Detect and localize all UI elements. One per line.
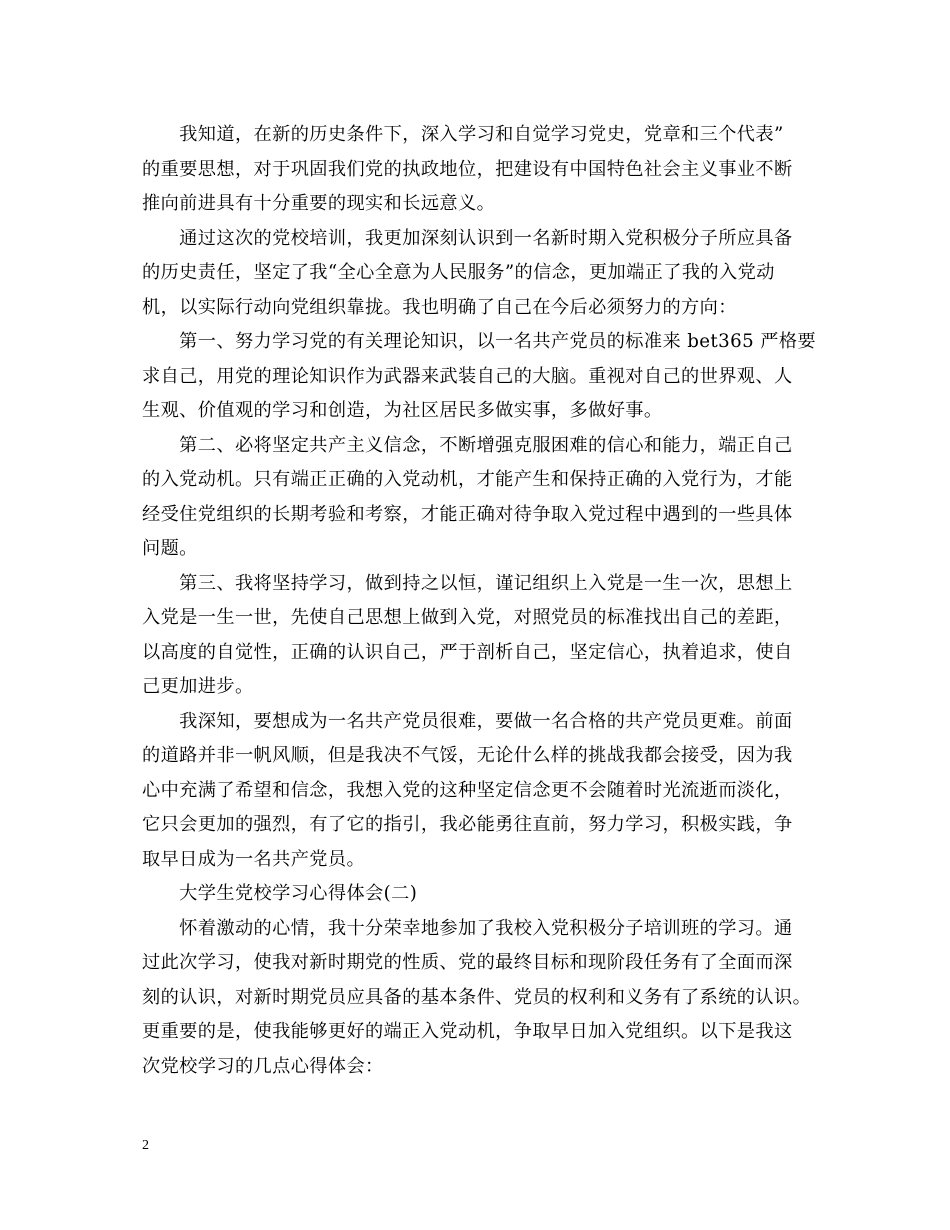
page-number: 2	[142, 1138, 149, 1153]
text-line: 第一、努力学习党的有关理论知识，以一名共产党员的标准来 bet365 严格要	[142, 331, 816, 352]
text-line: 机，以实际行动向党组织靠拢。我也明确了自己在今后必须努力的方向：	[142, 296, 737, 318]
text-line: 第二、必将坚定共产主义信念，不断增强克服困难的信心和能力，端正自己	[142, 434, 793, 456]
text-line: 的入党动机。只有端正正确的入党动机，才能产生和保持正确的入党行为，才能	[142, 469, 793, 490]
paragraph	[142, 118, 810, 222]
text-line: 经受住党组织的长期考验和考察，才能正确对待争取入党过程中遇到的一些具体	[142, 503, 793, 525]
text-line: 的重要思想，对于巩固我们党的执政地位，把建设有中国特色社会主义事业不断	[142, 158, 793, 180]
paragraph	[142, 325, 816, 429]
text-line: 过此次学习，使我对新时期党的性质、党的最终目标和现阶段任务有了全面而深	[142, 952, 793, 973]
text-line: 的历史责任，坚定了我“全心全意为人民服务”的信念，更加端正了我的入党动	[142, 262, 775, 283]
text-line: 刻的认识，对新时期党员应具备的基本条件、党员的权利和义务有了系统的认识。	[142, 986, 812, 1008]
text-line: 入党是一生一世，先使自己思想上做到入党，对照党员的标准找出自己的差距，	[142, 607, 793, 628]
text-line: 第三、我将坚持学习，做到持之以恒，谨记组织上入党是一生一次，思想上	[142, 572, 793, 594]
text-line: 心中充满了希望和信念，我想入党的这种坚定信念更不会随着时光流逝而淡化，	[142, 779, 793, 801]
text-line: 它只会更加的强烈，有了它的指引，我必能勇往直前，努力学习，积极实践，争	[142, 814, 793, 835]
text-line: 更重要的是，使我能够更好的端正入党动机，争取早日加入党组织。以下是我这	[142, 1021, 793, 1042]
text-line: 通过这次的党校培训，我更加深刻认识到一名新时期入党积极分子所应具备	[142, 227, 793, 249]
text-line: 以高度的自觉性，正确的认识自己，严于剖析自己，坚定信心，执着追求，使自	[142, 641, 793, 663]
text-line: 怀着激动的心情，我十分荣幸地参加了我校入党积极分子培训班的学习。通	[142, 917, 793, 939]
text-line: 问题。	[142, 538, 198, 559]
text-line: 推向前进具有十分重要的现实和长远意义。	[142, 193, 496, 214]
text-line: 我知道，在新的历史条件下，深入学习和自觉学习党史，党章和三个代表”	[142, 124, 784, 145]
text-line: 次党校学习的几点心得体会：	[142, 1055, 384, 1077]
paragraph	[142, 912, 810, 1085]
text-line: 取早日成为一名共产党员。	[142, 848, 366, 870]
text-line: 的道路并非一帆风顺，但是我决不气馁，无论什么样的挑战我都会接受，因为我	[142, 745, 793, 766]
text-line: 己更加进步。	[142, 676, 254, 697]
paragraph	[142, 877, 810, 912]
text-line: 生观、价值观的学习和创造，为社区居民多做实事，多做好事。	[142, 400, 663, 421]
text-line: 大学生党校学习心得体会(二)	[142, 883, 418, 904]
document-body	[142, 118, 816, 1084]
paragraph	[142, 222, 810, 326]
paragraph	[142, 705, 810, 878]
paragraph	[142, 567, 810, 705]
text-line: 求自己，用党的理论知识作为武器来武装自己的大脑。重视对自己的世界观、人	[142, 365, 793, 387]
paragraph	[142, 429, 810, 567]
text-line: 我深知，要想成为一名共产党员很难，要做一名合格的共产党员更难。前面	[142, 710, 793, 732]
